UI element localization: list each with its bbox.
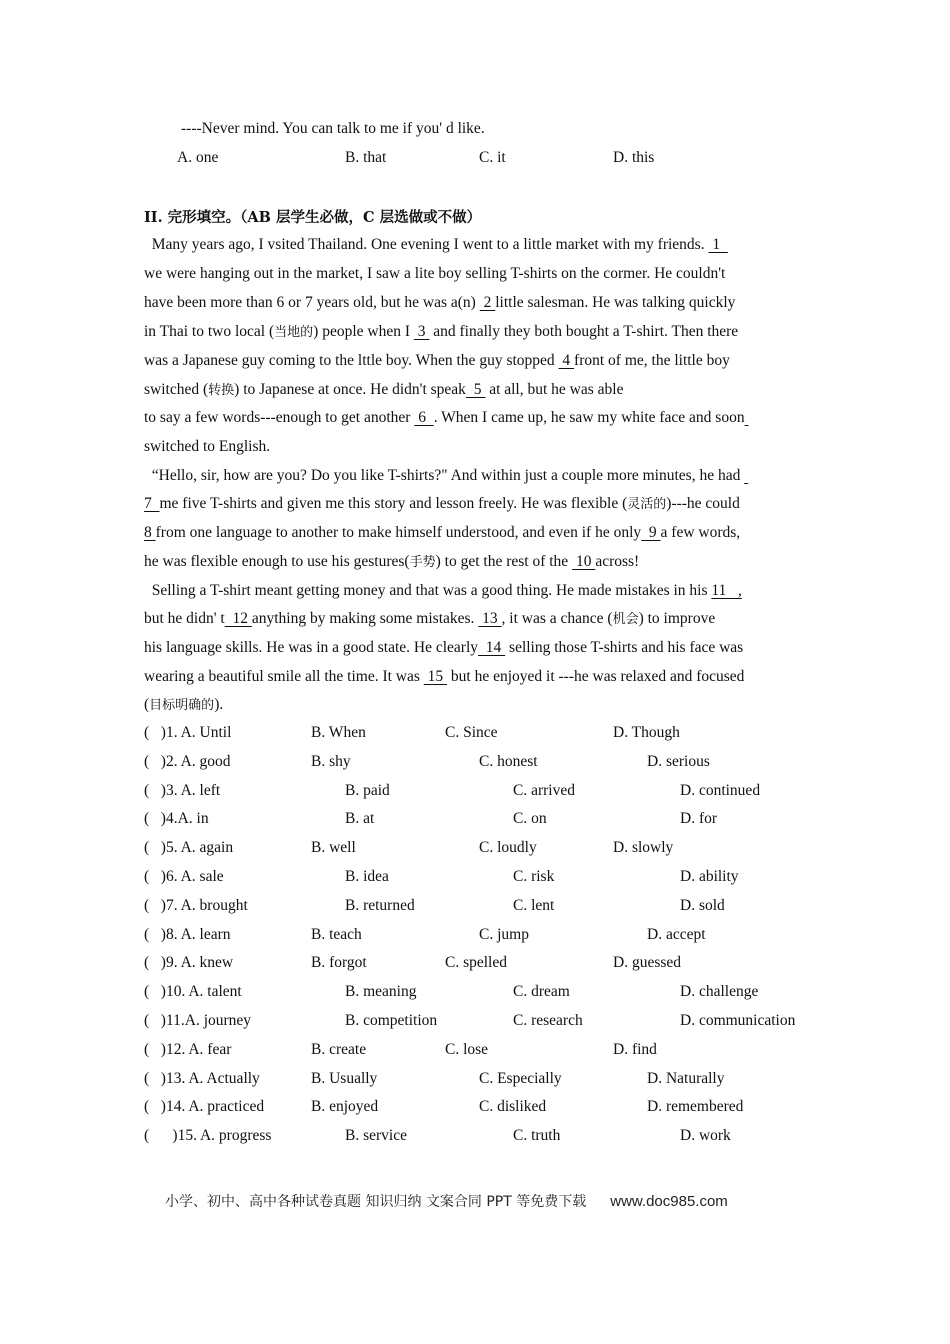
heading-cn: 完形填空。（ <box>167 209 248 226</box>
option-d: D. for <box>680 810 718 828</box>
blank-number: 14 <box>478 639 506 656</box>
question-stem-option-a: ( )15. A. progress <box>144 1127 272 1145</box>
blank-number: 12 <box>224 610 252 627</box>
option-b: B. enjoyed <box>311 1098 379 1116</box>
passage-text: “Hello, sir, how are you? Do you like T-shirts?" And within just a couple more minutes, he had <box>144 467 745 484</box>
option-c: C. on <box>513 810 547 828</box>
passage-line <box>144 581 742 601</box>
blank-number: 13 <box>478 610 502 627</box>
option-b: B. idea <box>345 868 389 885</box>
question-stem-option-a: ( )4.A. in <box>144 810 209 828</box>
passage-text: switched to English. <box>144 438 271 455</box>
passage-text: anything by making some mistakes. <box>251 610 479 627</box>
blank-number: 6 <box>414 409 434 426</box>
passage-text: we were hanging out in the market, I saw a lite boy selling T-shirts on the cormer. He couldn't <box>144 265 726 282</box>
passage-text: and finally they both bought a T-shirt. Then there <box>429 323 739 340</box>
option-b: B. well <box>311 839 356 857</box>
option-b: B. shy <box>311 752 351 770</box>
passage-text: across! <box>595 553 640 570</box>
option-d: D. continued <box>680 781 761 799</box>
blank-number: 3 <box>413 323 430 340</box>
passage-text: selling those T-shirts and his face was <box>505 639 744 656</box>
prev-option-c: C. it <box>479 149 506 166</box>
blank-number: 11 , <box>711 582 742 599</box>
blank-number: 5 <box>465 381 486 398</box>
passage-text: me five T-shirts and given me this story and lesson freely. He was flexible ( <box>159 495 628 512</box>
option-c: C. loudly <box>479 839 537 857</box>
blank-number: 8 <box>144 524 156 541</box>
passage-line <box>144 523 740 543</box>
question-stem-option-a: ( )13. A. Actually <box>144 1069 260 1087</box>
passage-line <box>144 609 715 630</box>
question-stem-option-a: ( )7. A. brought <box>144 896 248 914</box>
option-b: B. at <box>345 810 375 828</box>
option-c: C. truth <box>513 1127 561 1145</box>
passage-text: Many years ago, I vsited Thailand. One evening I went to a little market with my friends. <box>144 236 709 253</box>
passage-text: his language skills. He was in a good state. He clearly <box>144 639 479 656</box>
heading-cn3: 层选做或不做） <box>374 209 482 226</box>
passage-text: was a Japanese guy coming to the lttle boy. When the guy stopped <box>144 352 559 369</box>
passage-line <box>144 293 735 313</box>
chinese-gloss: 灵活的 <box>627 497 667 512</box>
passage-text: switched ( <box>144 381 209 398</box>
chinese-gloss: 手势 <box>409 555 436 570</box>
footer-text: 小学、初中、高中各种试卷真题 知识归纳 文案合同 PPT 等免费下载 <box>165 1194 587 1210</box>
option-d: D. Naturally <box>647 1069 725 1087</box>
passage-text: ). <box>214 696 224 713</box>
question-stem-option-a: ( )11.A. journey <box>144 1012 252 1029</box>
heading-ab: AB <box>247 209 271 226</box>
passage-text: from one language to another to make himself understood, and even if he only <box>155 524 642 541</box>
option-c: C. disliked <box>479 1098 547 1116</box>
passage-line <box>144 552 639 573</box>
prev-option-a: A. one <box>177 149 219 166</box>
passage-line <box>144 638 743 658</box>
question-stem-option-a: ( )10. A. talent <box>144 983 242 1001</box>
passage-text: in Thai to two local ( <box>144 323 275 340</box>
option-b: B. When <box>311 724 366 741</box>
passage-text: at all, but he was able <box>485 381 624 398</box>
question-stem-option-a: ( )3. A. left <box>144 781 221 799</box>
option-c: C. jump <box>479 925 529 943</box>
option-b: B. competition <box>345 1012 438 1029</box>
heading-c: C <box>363 209 375 226</box>
passage-text: ) to Japanese at once. He didn't speak <box>234 381 466 398</box>
passage-line <box>144 351 730 371</box>
passage-line <box>144 437 270 457</box>
blank-number: 7 <box>144 495 160 512</box>
option-c: C. arrived <box>513 781 575 799</box>
option-d: D. guessed <box>613 954 682 972</box>
option-d: D. ability <box>680 868 739 885</box>
chinese-gloss: 目标明确的 <box>149 698 215 713</box>
passage-line <box>144 408 748 428</box>
passage-text: wearing a beautiful smile all the time. It was <box>144 668 424 685</box>
passage-text: . When I came up, he saw my white face and soon <box>433 409 745 426</box>
option-d: D. communication <box>680 1012 796 1029</box>
blank-number <box>745 409 749 426</box>
question-stem-option-a: ( )1. A. Until <box>144 724 232 741</box>
question-stem-option-a: ( )14. A. practiced <box>144 1098 265 1116</box>
blank-number: 9 <box>641 524 661 541</box>
heading-prefix: II. <box>144 209 168 226</box>
passage-text: he was flexible enough to use his gestures( <box>144 553 410 570</box>
section-heading <box>144 206 481 227</box>
passage-line <box>144 667 744 687</box>
passage-text: )---he could <box>666 495 740 512</box>
passage-text: ) to improve <box>638 610 716 627</box>
option-c: C. dream <box>513 983 570 1001</box>
chinese-gloss: 当地的 <box>274 325 314 340</box>
option-c: C. Especially <box>479 1069 562 1087</box>
blank-number: 15 <box>423 668 448 685</box>
option-b: B. service <box>345 1127 407 1145</box>
option-d: D. find <box>613 1040 657 1058</box>
passage-text: but he didn' t <box>144 610 225 627</box>
option-c: C. Since <box>445 724 498 741</box>
passage-text: a few words, <box>660 524 741 541</box>
passage-text: ) people when I <box>313 323 414 340</box>
passage-text: but he enjoyed it ---he was relaxed and focused <box>447 668 745 685</box>
blank-number: 1 <box>708 236 728 253</box>
passage-text: to say a few words---enough to get another <box>144 409 415 426</box>
question-stem-option-a: ( )8. A. learn <box>144 925 231 943</box>
option-c: C. lose <box>445 1040 489 1058</box>
option-b: B. meaning <box>345 983 417 1001</box>
option-b: B. create <box>311 1040 367 1058</box>
page-footer <box>165 1191 728 1211</box>
passage-line <box>144 494 740 515</box>
heading-cn2: 层学生必做， <box>270 209 363 226</box>
blank-number <box>744 467 748 484</box>
option-d: D. work <box>680 1127 731 1145</box>
passage-line <box>144 695 223 716</box>
option-c: C. research <box>513 1012 583 1029</box>
option-c: C. risk <box>513 868 555 885</box>
question-stem-option-a: ( )6. A. sale <box>144 868 224 885</box>
option-b: B. forgot <box>311 954 367 972</box>
option-c: C. honest <box>479 752 538 770</box>
option-d: D. sold <box>680 896 725 914</box>
question-stem-option-a: ( )9. A. knew <box>144 954 234 972</box>
option-b: B. teach <box>311 925 362 943</box>
passage-text: front of me, the little boy <box>574 352 730 369</box>
passage-text: , it was a chance ( <box>501 610 613 627</box>
option-b: B. paid <box>345 781 390 799</box>
passage-text: ( <box>144 696 150 713</box>
passage-text: ) to get the rest of the <box>435 553 573 570</box>
footer-url[interactable]: www.doc985.com <box>610 1193 728 1210</box>
question-stem-option-a: ( )2. A. good <box>144 752 231 770</box>
option-d: D. Though <box>613 724 680 741</box>
option-d: D. accept <box>647 925 706 943</box>
passage-line <box>144 235 728 255</box>
option-c: C. spelled <box>445 954 507 972</box>
passage-line <box>144 322 738 343</box>
option-b: B. returned <box>345 896 415 914</box>
blank-number: 2 <box>479 294 496 311</box>
chinese-gloss: 机会 <box>612 612 639 627</box>
option-d: D. remembered <box>647 1098 744 1116</box>
question-stem-option-a: ( )5. A. again <box>144 839 234 857</box>
blank-number: 10 <box>572 553 596 570</box>
option-d: D. serious <box>647 752 710 770</box>
option-d: D. slowly <box>613 839 674 857</box>
passage-text: have been more than 6 or 7 years old, but he was a(n) <box>144 294 480 311</box>
passage-line <box>144 264 725 284</box>
option-c: C. lent <box>513 896 555 914</box>
question-stem-option-a: ( )12. A. fear <box>144 1040 232 1058</box>
option-d: D. challenge <box>680 983 759 1001</box>
blank-number: 4 <box>558 352 575 369</box>
passage-line <box>144 380 623 401</box>
passage-line <box>144 466 748 486</box>
option-b: B. Usually <box>311 1069 378 1087</box>
prev-option-b: B. that <box>345 149 387 166</box>
passage-text: little salesman. He was talking quickly <box>495 294 736 311</box>
passage-text: Selling a T-shirt meant getting money and that was a good thing. He made mistakes in his <box>144 582 712 599</box>
chinese-gloss: 转换 <box>208 383 235 398</box>
prev-question-dialogue: ----Never mind. You can talk to me if you' d like. <box>181 120 485 137</box>
prev-option-d: D. this <box>613 149 655 166</box>
